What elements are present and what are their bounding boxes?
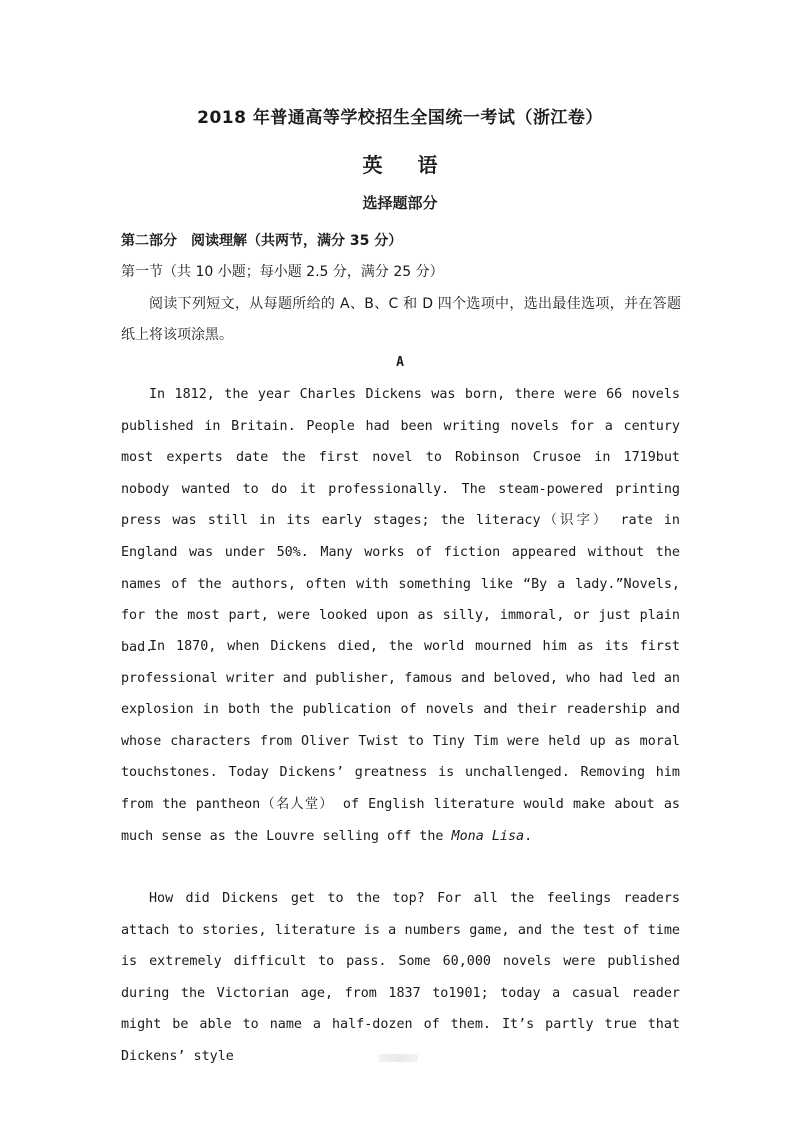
instructions: 阅读下列短文，从每题所给的 A、B、C 和 D 四个选项中，选出最佳选项，并在答题纸上将该项涂黑。 <box>121 296 681 343</box>
paragraph-2-text: In 1870, when Dickens died, the world mourned him as its first professional writer and publisher, famous and beloved, who had led an explosion in both the publication of novels and their readership and whose characters from Oliver Twist to Tiny Tim were held up as moral touchstones. Today Dickens’ greatness is unchallenged. Removing him from the pantheon（名人堂） of English literature would make about as much sense as the Louvre selling off the <box>121 639 680 844</box>
subsection-title: 第一节（共 10 小题；每小题 2.5 分，满分 25 分） <box>121 264 444 280</box>
footer-watermark <box>378 1054 418 1062</box>
paragraph-2-end: . <box>524 828 533 844</box>
subject-title: 英 语 <box>362 153 452 177</box>
passage-label: A <box>396 355 404 370</box>
section-title: 选择题部分 <box>362 194 438 212</box>
part-title: 第二部分 阅读理解（共两节，满分 35 分） <box>121 233 403 249</box>
exam-title: 2018 年普通高等学校招生全国统一考试（浙江卷） <box>197 108 603 128</box>
passage-paragraph-2 <box>121 631 680 852</box>
paragraph-2-italic-title: Mona Lisa <box>451 828 525 844</box>
passage-paragraph-3: How did Dickens get to the top? For all the feelings readers attach to stories, literature is a numbers game, and the test of time is extremely difficult to pass. Some 60,000 novels were published during the Victorian age, from 1837 to1901; today a casual reader might be able to name a half-dozen of them. It’s partly true that Dickens’ style <box>121 891 680 1064</box>
passage-paragraph-1: In 1812, the year Charles Dickens was born, there were 66 novels published in Britain. People had been writing novels for a century most experts date the first novel to Robinson Crusoe in 1719but nobody wanted to do it professionally. The steam-powered printing press was still in its early stages; the literacy（识字） rate in England was under 50%. Many works of fiction appeared without the names of the authors, often with something like “By a lady.”Novels, for the most part, were looked upon as silly, immoral, or just plain bad. <box>121 387 680 655</box>
